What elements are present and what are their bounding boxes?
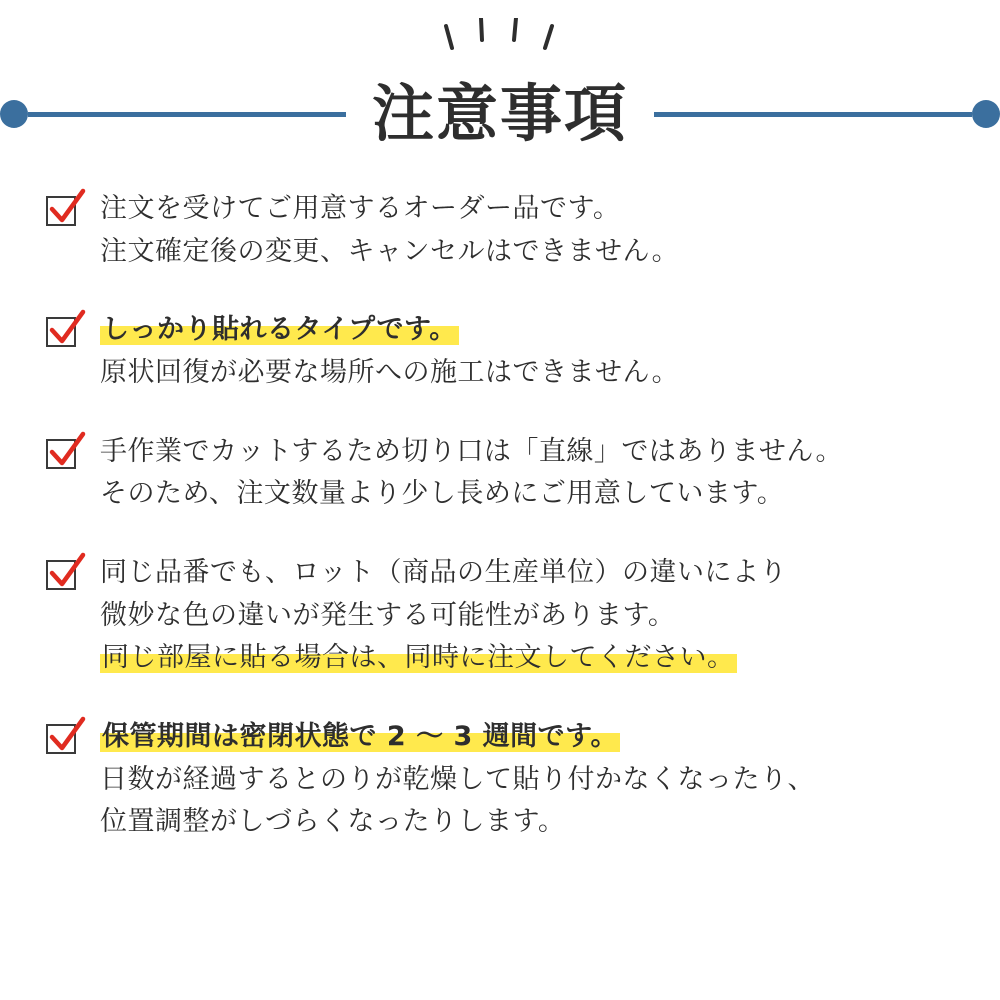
list-item-line: [100, 188, 1000, 231]
list-item: [0, 552, 1000, 680]
list-item-line: [100, 309, 1000, 352]
list-item-line: [100, 801, 1000, 844]
rule-line-left: [28, 112, 346, 117]
list-item-text: [100, 431, 1000, 516]
list-item-line: [100, 473, 1000, 516]
sparkle-lines-icon: [0, 18, 1000, 68]
list-item-text: [100, 188, 1000, 273]
plain-text: 手作業でカットするため切り口は「直線」ではありません。: [100, 435, 844, 467]
rule-dot-right: [972, 100, 1000, 128]
list-item: [0, 309, 1000, 394]
title-rule-row: [0, 77, 1000, 150]
checkbox-checked-icon: [46, 317, 80, 351]
list-item-text: [100, 309, 1000, 394]
rule-dot-left: [0, 100, 28, 128]
plain-text: 微妙な色の違いが発生する可能性があります。: [100, 599, 676, 631]
plain-text: 日数が経過するとのりが乾燥して貼り付かなくなったり、: [100, 763, 815, 795]
page-header: [0, 0, 1000, 170]
list-item-line: [100, 352, 1000, 395]
list-item-line: [100, 231, 1000, 274]
list-item-line: [100, 595, 1000, 638]
plain-text: 同じ品番でも、ロット（商品の生産単位）の違いにより: [100, 556, 787, 588]
highlighted-text: しっかり貼れるタイプです。: [102, 314, 457, 346]
list-item: [0, 188, 1000, 273]
page-title: 注意事項: [372, 77, 629, 150]
list-item-line: [100, 716, 1000, 759]
list-item-text: [100, 552, 1000, 680]
checkbox-checked-icon: [46, 439, 80, 473]
list-item-line: [100, 759, 1000, 802]
rule-line-right: [654, 112, 972, 117]
highlighted-text: 保管期間は密閉状態で 2 〜 3 週間です。: [102, 720, 619, 752]
checkbox-checked-icon: [46, 196, 80, 230]
plain-text: 注文確定後の変更、キャンセルはできません。: [100, 235, 680, 267]
checkbox-checked-icon: [46, 560, 80, 594]
notice-list: [0, 170, 1000, 844]
checkbox-checked-icon: [46, 724, 80, 758]
plain-text: 原状回復が必要な場所への施工はできません。: [100, 356, 680, 388]
list-item-line: [100, 552, 1000, 595]
plain-text: 注文を受けてご用意するオーダー品です。: [100, 193, 621, 224]
list-item: [0, 431, 1000, 516]
list-item-line: [100, 431, 1000, 474]
list-item-text: [100, 716, 1000, 844]
plain-text: そのため、注文数量より少し長めにご用意しています。: [100, 478, 785, 510]
list-item-line: [100, 637, 1000, 680]
highlighted-text: 同じ部屋に貼る場合は、同時に注文してください。: [102, 642, 735, 674]
list-item: [0, 716, 1000, 844]
plain-text: 位置調整がしづらくなったりします。: [100, 806, 566, 838]
